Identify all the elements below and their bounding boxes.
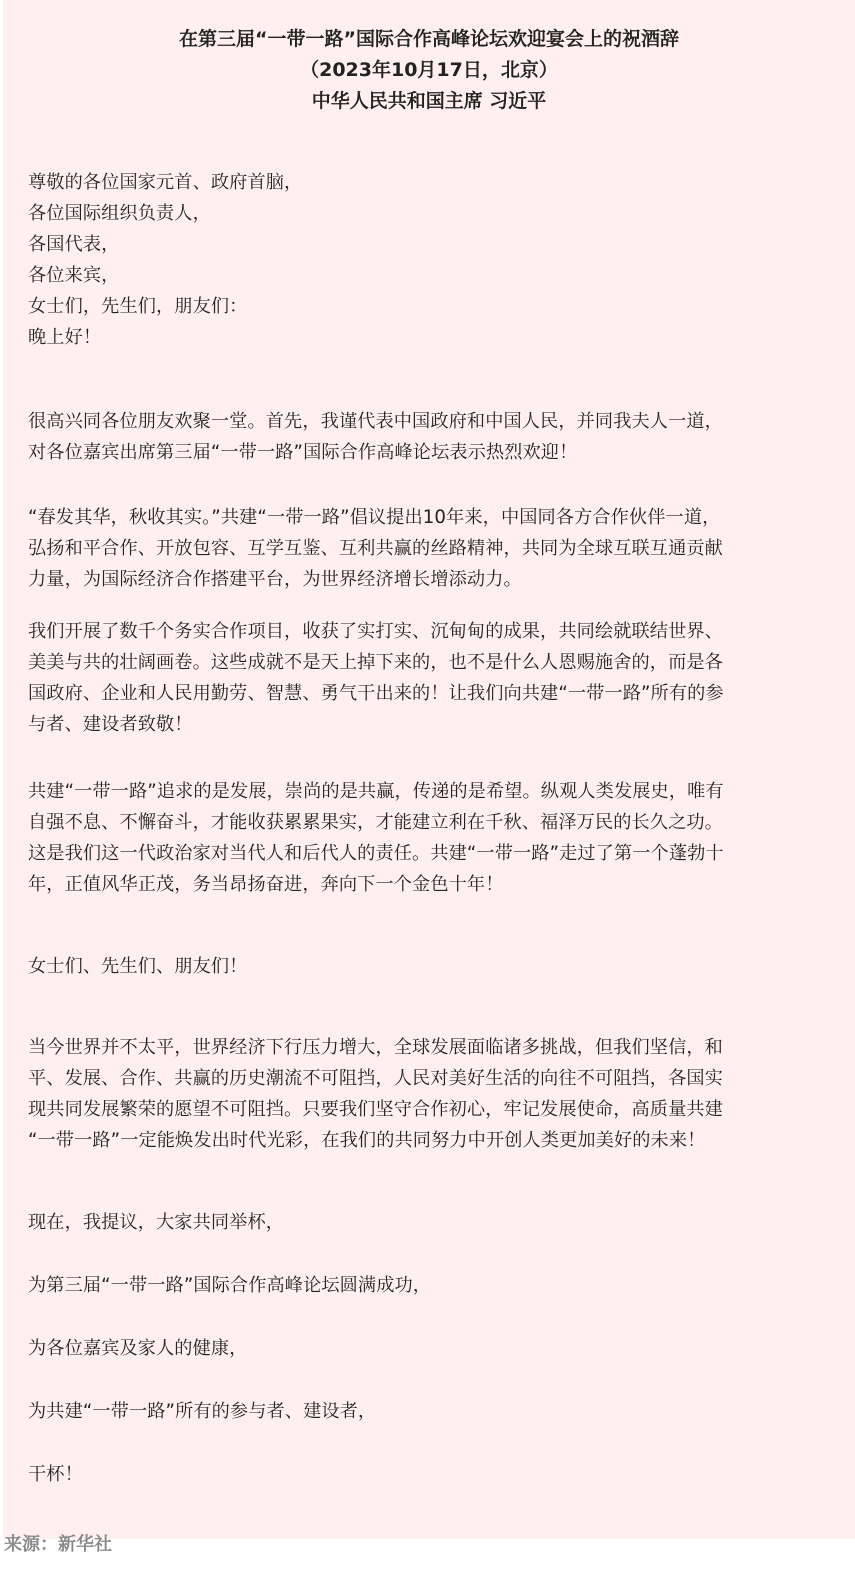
paragraph-line: 与者、建设者致敬！ (28, 714, 193, 735)
source-attribution: 来源：新华社 (4, 1534, 112, 1555)
paragraph-line: 自强不息、不懈奋斗，才能收获累累果实，才能建立利在千秋、福泽万民的长久之功。 (28, 812, 723, 833)
paragraph-line: 年，正值风华正茂，务当昂扬奋进，奔向下一个金色十年！ (28, 874, 504, 895)
paragraph-line: 我们开展了数千个务实合作项目，收获了实打实、沉甸甸的成果，共同绘就联结世界、 (28, 621, 723, 642)
paragraph-line: 弘扬和平合作、开放包容、互学互鉴、互利共赢的丝路精神，共同为全球互联互通贡献 (28, 538, 723, 559)
paragraph-line: “春发其华，秋收其实。”共建“一带一路”倡议提出10年来，中国同各方合作伙伴一道， (28, 507, 721, 528)
speech-date-place: （2023年10月17日，北京） (300, 59, 558, 81)
paragraph-line: 为共建“一带一路”所有的参与者、建设者， (28, 1401, 377, 1422)
paragraph-line: 美美与共的壮阔画卷。这些成就不是天上掉下来的，也不是什么人恩赐施舍的，而是各 (28, 652, 723, 673)
salutation-line: 尊敬的各位国家元首、政府首脑， (28, 172, 303, 193)
paragraph-line: “一带一路”一定能焕发出时代光彩，在我们的共同努力中开创人类更加美好的未来！ (28, 1130, 706, 1151)
salutation-line: 女士们，先生们，朋友们： (28, 296, 248, 317)
paragraph-line: 当今世界并不太平，世界经济下行压力增大，全球发展面临诸多挑战，但我们坚信，和 (28, 1037, 723, 1058)
speech-title: 在第三届“一带一路”国际合作高峰论坛欢迎宴会上的祝酒辞 (179, 28, 679, 50)
paragraph-line: 女士们、先生们、朋友们！ (28, 956, 248, 977)
paragraph-line: 为各位嘉宾及家人的健康， (28, 1338, 248, 1359)
paragraph-line: 现共同发展繁荣的愿望不可阻挡。只要我们坚守合作初心，牢记发展使命，高质量共建 (28, 1099, 723, 1120)
salutation-line: 各位来宾， (28, 265, 120, 286)
salutation-line: 各国代表， (28, 234, 120, 255)
salutation-line: 各位国际组织负责人， (28, 203, 211, 224)
paragraph-line: 力量，为国际经济合作搭建平台，为世界经济增长增添动力。 (28, 569, 522, 590)
paragraph-line: 对各位嘉宾出席第三届“一带一路”国际合作高峰论坛表示热烈欢迎！ (28, 442, 578, 463)
paragraph-line: 干杯！ (28, 1464, 83, 1485)
paragraph-line: 国政府、企业和人民用勤劳、智慧、勇气干出来的！让我们向共建“一带一路”所有的参 (28, 683, 724, 704)
speech-speaker: 中华人民共和国主席 习近平 (311, 90, 547, 112)
paragraph-line: 共建“一带一路”追求的是发展，崇尚的是共赢，传递的是希望。纵观人类发展史，唯有 (28, 781, 724, 802)
paragraph-line: 为第三届“一带一路”国际合作高峰论坛圆满成功， (28, 1275, 432, 1296)
salutation-line: 晚上好！ (28, 327, 102, 348)
paragraph-line: 平、发展、合作、共赢的历史潮流不可阻挡，人民对美好生活的向往不可阻挡，各国实 (28, 1068, 723, 1089)
paragraph-line: 这是我们这一代政治家对当代人和后代人的责任。共建“一带一路”走过了第一个蓬勃十 (28, 843, 724, 864)
speech-container (3, 0, 855, 1539)
paragraph-line: 现在，我提议，大家共同举杯， (28, 1212, 285, 1233)
paragraph-line: 很高兴同各位朋友欢聚一堂。首先，我谨代表中国政府和中国人民，并同我夫人一道， (28, 411, 723, 432)
